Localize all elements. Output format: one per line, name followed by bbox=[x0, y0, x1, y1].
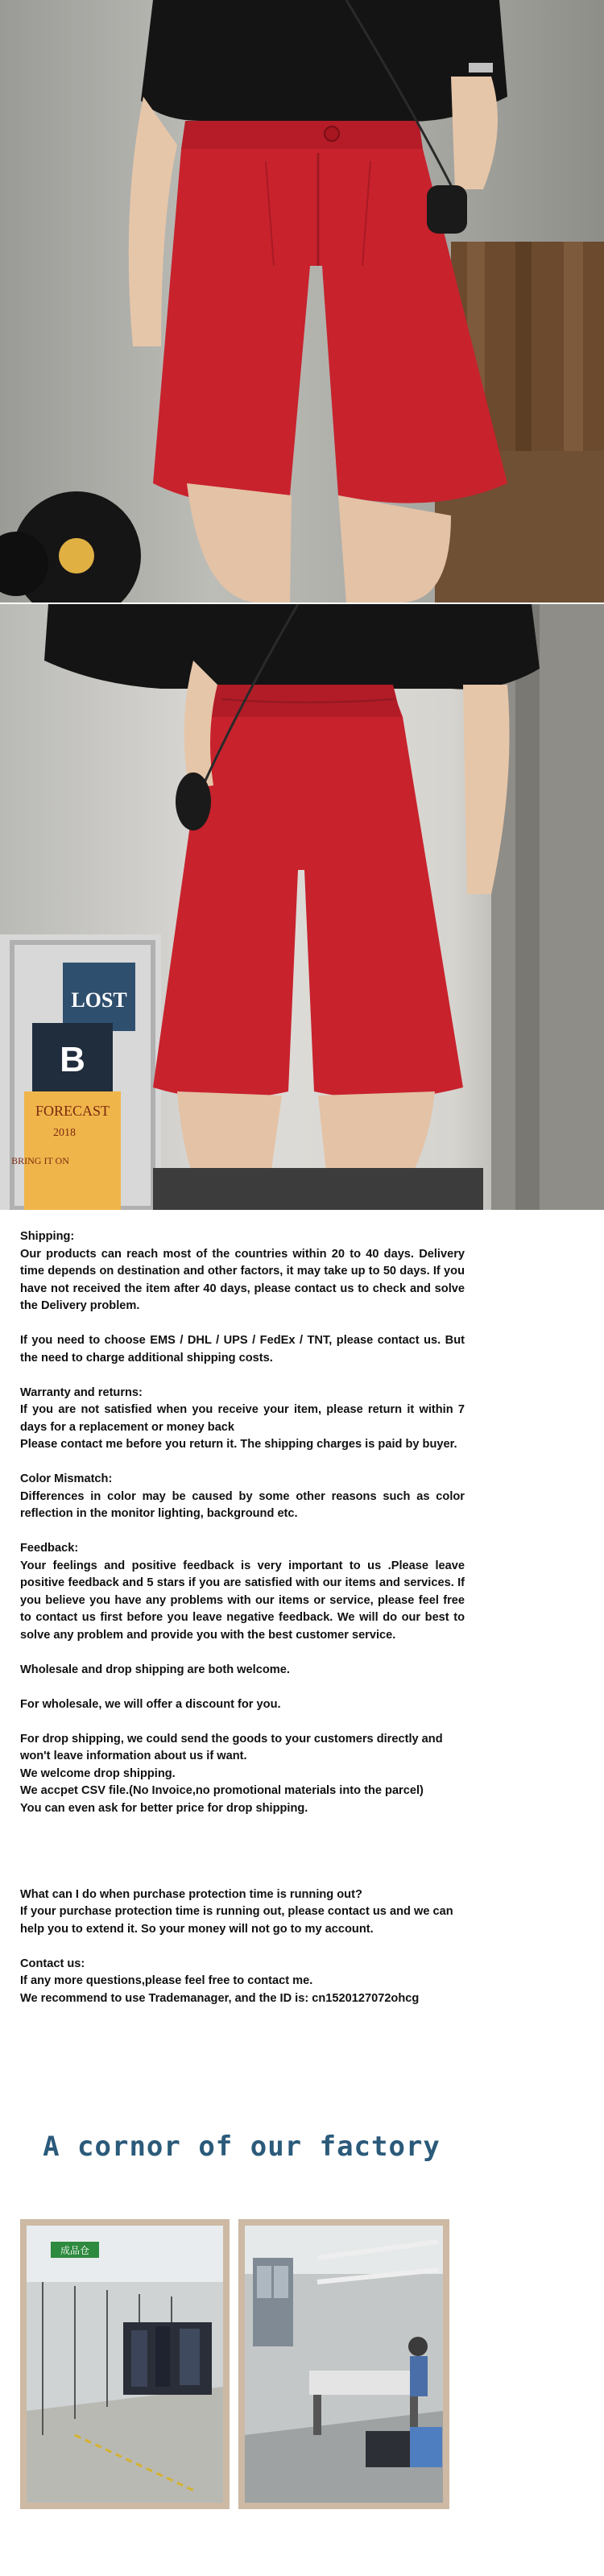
wholesale-line-5: We accpet CSV file.(No Invoice,no promotional materials into the parcel) bbox=[20, 1784, 424, 1797]
wholesale-line-2: For wholesale, we will offer a discount for you. bbox=[20, 1697, 281, 1711]
protection-question: What can I do when purchase protection time is running out? bbox=[20, 1887, 362, 1901]
shipping-paragraph-2: If you need to choose EMS / DHL / UPS / FedEx / TNT, please contact us. But the need to charge additional shipping costs. bbox=[20, 1334, 465, 1365]
wholesale-line-3: For drop shipping, we could send the goods to your customers directly and won't leave information about us if want. bbox=[20, 1732, 443, 1762]
contact-line-1: If any more questions,please feel free to contact me. bbox=[20, 1974, 313, 1987]
red-shorts-back-photo bbox=[0, 604, 604, 1210]
factory-title: A cornor of our factory bbox=[43, 2131, 441, 2163]
red-shorts-front-photo bbox=[0, 0, 604, 603]
wholesale-line-4: We welcome drop shipping. bbox=[20, 1766, 176, 1780]
svg-text:LOST: LOST bbox=[71, 988, 127, 1012]
warehouse-image bbox=[27, 2226, 223, 2503]
wholesale-line-6: You can even ask for better price for drop shipping. bbox=[20, 1801, 308, 1815]
shipping-paragraph-1: Our products can reach most of the countries within 20 to 40 days. Delivery time depends on destination and other factors, it may take up to 50 days. If you have not received the item after 40 days, please contact us to check and solve the Delivery problem. bbox=[20, 1247, 465, 1312]
workshop-image bbox=[245, 2226, 443, 2503]
contact-heading: Contact us: bbox=[20, 1957, 85, 1970]
shipping-heading: Shipping: bbox=[20, 1230, 75, 1243]
color-mismatch-heading: Color Mismatch: bbox=[20, 1472, 113, 1485]
warranty-line-1: If you are not satisfied when you receive your item, please return it within 7 days for a replacement or money back bbox=[20, 1403, 465, 1434]
svg-text:B: B bbox=[60, 1040, 85, 1079]
svg-text:BRING IT ON: BRING IT ON bbox=[11, 1155, 69, 1166]
bag-icon bbox=[176, 772, 211, 830]
feedback-text: Your feelings and positive feedback is very important to us .Please leave positive feedback and 5 stars if you are satisfied with our items and services. If you believe you have any problems with our items or service, please feel free to contact us first before you leave negative feedback. We will do our best to solve any problem and provide you with the best customer service. bbox=[20, 1559, 465, 1642]
svg-text:2018: 2018 bbox=[53, 1127, 76, 1139]
warranty-heading: Warranty and returns: bbox=[20, 1385, 143, 1399]
contact-line-2: We recommend to use Trademanager, and the ID is: cn1520127072ohcg bbox=[20, 1991, 420, 2005]
bag-icon bbox=[427, 185, 467, 234]
color-mismatch-text: Differences in color may be caused by some other reasons such as color reflection in the monitor lighting, background etc. bbox=[20, 1489, 465, 1520]
product-photo-front bbox=[0, 0, 604, 603]
warranty-line-2: Please contact me before you return it. The shipping charges is paid by buyer. bbox=[20, 1438, 457, 1451]
feedback-heading: Feedback: bbox=[20, 1542, 79, 1555]
product-photo-back bbox=[0, 604, 604, 1210]
factory-warehouse-photo bbox=[20, 2219, 230, 2509]
wholesale-line-1: Wholesale and drop shipping are both welcome. bbox=[20, 1663, 290, 1676]
svg-text:FORECAST: FORECAST bbox=[35, 1103, 110, 1119]
factory-workshop-photo bbox=[238, 2219, 449, 2509]
description-text bbox=[20, 1228, 465, 2007]
protection-answer: If your purchase protection time is running out, please contact us and we can help you to extend it. So your money will not go to my account. bbox=[20, 1905, 453, 1936]
svg-text:成品仓: 成品仓 bbox=[60, 2245, 90, 2256]
